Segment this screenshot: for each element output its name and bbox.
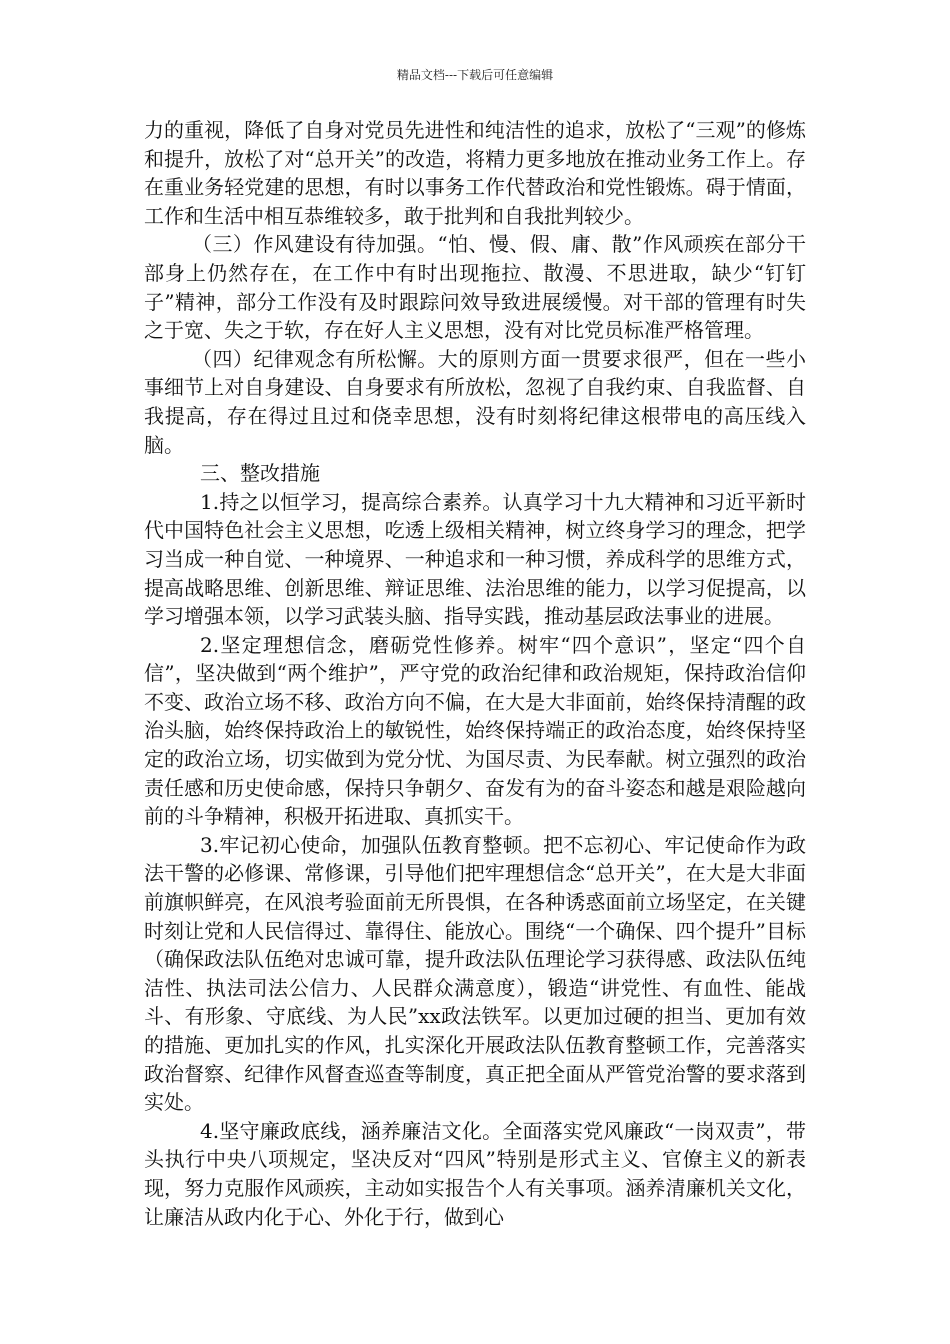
paragraph-continuation: 力的重视，降低了自身对党员先进性和纯洁性的追求，放松了“三观”的修炼和提升，放松了对“总开关”的改造，将精力更多地放在推动业务工作上。存在重业务轻党建的思想，有时以事务工作代替政治和党性锻炼。碍于情面，工作和生活中相互恭维较多，敢于批判和自我批判较少。 [144, 118, 806, 228]
measure-item-2: 2.坚定理想信念，磨砺党性修养。树牢“四个意识”，坚定“四个自信”，坚决做到“两个维护”，严守党的政治纪律和政治规矩，保持政治信仰不变、政治立场不移、政治方向不偏，在大是大非面前，始终保持清醒的政治头脑，始终保持政治上的敏锐性，始终保持端正的政治态度，始终保持坚定的政治立场，切实做到为党分忧、为国尽责、为民奉献。树立强烈的政治责任感和历史使命感，保持只争朝夕、奋发有为的奋斗姿态和越是艰险越向前的斗争精神，积极开拓进取、真抓实干。 [144, 632, 806, 829]
paragraph-style-building: （三）作风建设有待加强。“怕、慢、假、庸、散”作风顽疾在部分干部身上仍然存在，在工作中有时出现拖拉、散漫、不思进取，缺少“钉钉子”精神，部分工作没有及时跟踪问效导致进展缓慢。对干部的管理有时失之于宽、失之于软，存在好人主义思想，没有对比党员标准严格管理。 [144, 232, 806, 343]
measure-item-1: 1.持之以恒学习，提高综合素养。认真学习十九大精神和习近平新时代中国特色社会主义思想，吃透上级相关精神，树立终身学习的理念，把学习当成一种自觉、一种境界、一种追求和一种习惯，养成科学的思维方式，提高战略思维、创新思维、辩证思维、法治思维的能力，以学习促提高，以学习增强本领，以学习武装头脑、指导实践，推动基层政法事业的进展。 [144, 489, 806, 629]
section-heading-measures: 三、整改措施 [200, 461, 320, 486]
paragraph-discipline: （四）纪律观念有所松懈。大的原则方面一贯要求很严，但在一些小事细节上对自身建设、自身要求有所放松，忽视了自我约束、自我监督、自我提高，存在得过且过和侥幸思想，没有时刻将纪律这根带电的高压线入脑。 [144, 346, 806, 457]
document-body [144, 116, 806, 1231]
page-header: 精品文档---下载后可任意编辑 [396, 68, 554, 82]
measure-item-4: 4.坚守廉政底线，涵养廉洁文化。全面落实党风廉政“一岗双责”，带头执行中央八项规定，坚决反对“四风”特别是形式主义、官僚主义的新表现，努力克服作风顽疾，主动如实报告个人有关事项。涵养清廉机关文化，让廉洁从政内化于心、外化于行，做到心 [144, 1118, 806, 1229]
measure-item-3: 3.牢记初心使命，加强队伍教育整顿。把不忘初心、牢记使命作为政法干警的必修课、常修课，引导他们把牢理想信念“总开关”，在大是大非面前旗帜鲜亮，在风浪考验面前无所畏惧，在各种诱惑面前立场坚定，在关键时刻让党和人民信得过、靠得住、能放心。围绕“一个确保、四个提升”目标（确保政法队伍绝对忠诚可靠，提升政法队伍理论学习获得感、政法队伍纯洁性、执法司法公信力、人民群众满意度），锻造“讲党性、有血性、能战斗、有形象、守底线、为人民”xx政法铁军。以更加过硬的担当、更加有效的措施、更加扎实的作风，扎实深化开展政法队伍教育整顿工作，完善落实政治督察、纪律作风督查巡查等制度，真正把全面从严管党治警的要求落到实处。 [144, 832, 806, 1115]
